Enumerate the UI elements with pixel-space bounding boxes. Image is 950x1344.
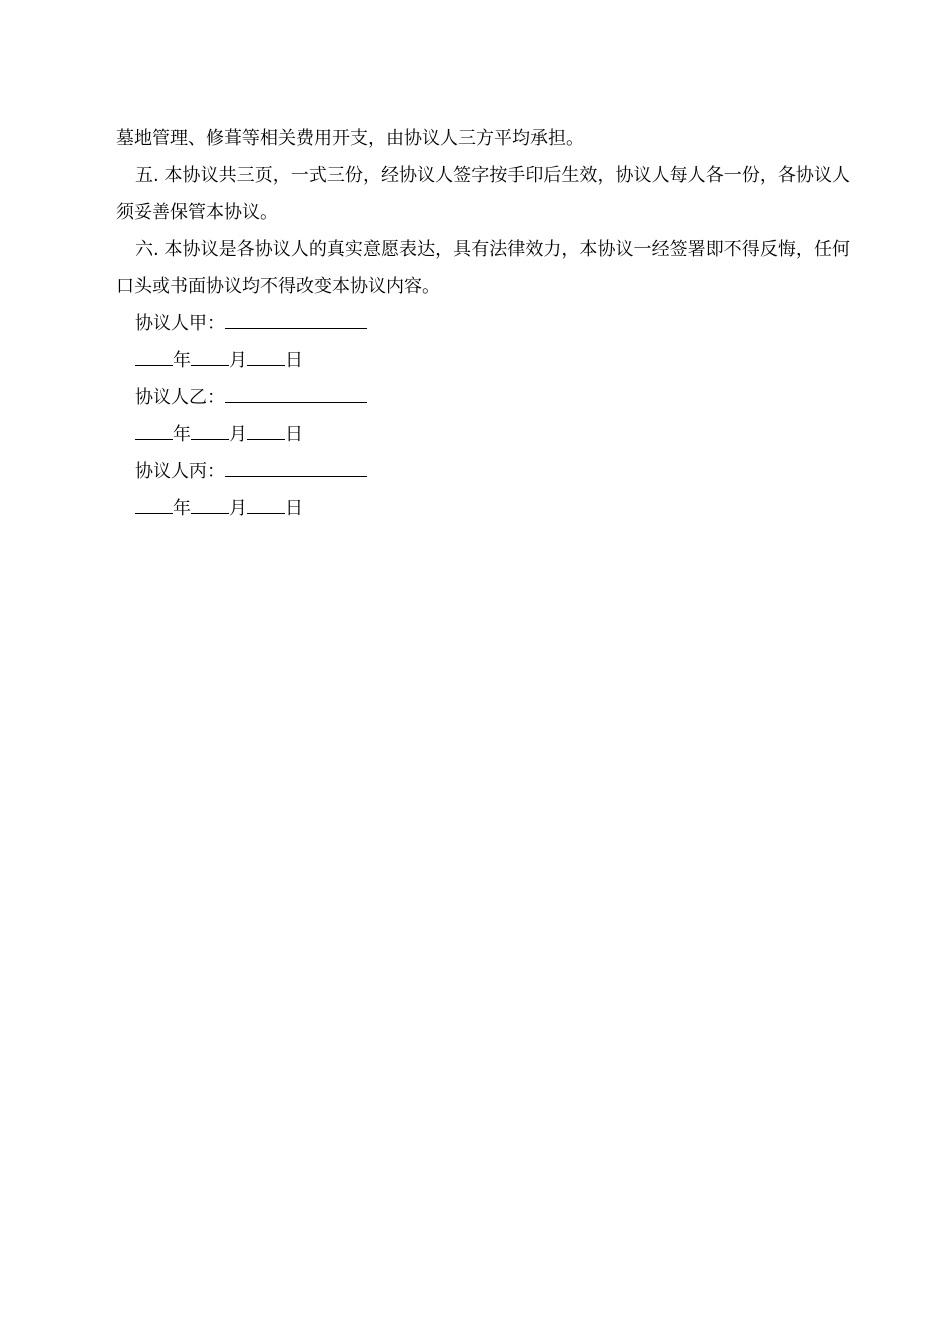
document-body	[116, 120, 850, 527]
year-blank	[135, 364, 173, 366]
year-label: 年	[173, 350, 191, 371]
year-blank	[135, 512, 173, 514]
year-label: 年	[173, 424, 191, 445]
signature-line-party-c	[116, 453, 850, 490]
signature-label: 协议人甲：	[135, 313, 225, 334]
day-label: 日	[285, 350, 303, 371]
paragraph-clause-five: 五. 本协议共三页，一式三份，经协议人签字按手印后生效，协议人每人各一份，各协议人须妥善保管本协议。	[116, 165, 850, 223]
day-blank	[247, 438, 285, 440]
month-blank	[191, 364, 229, 366]
signature-blank	[225, 401, 367, 403]
month-blank	[191, 438, 229, 440]
signature-blank	[225, 475, 367, 477]
month-label: 月	[229, 424, 247, 445]
day-label: 日	[285, 424, 303, 445]
signature-line-party-b	[116, 379, 850, 416]
day-label: 日	[285, 498, 303, 519]
day-blank	[247, 512, 285, 514]
paragraph-fee-sharing: 墓地管理、修葺等相关费用开支，由协议人三方平均承担。	[116, 128, 584, 149]
signature-label: 协议人丙：	[135, 461, 225, 482]
signature-label: 协议人乙：	[135, 387, 225, 408]
year-label: 年	[173, 498, 191, 519]
date-line-party-a	[116, 342, 850, 379]
month-blank	[191, 512, 229, 514]
date-line-party-c	[116, 490, 850, 527]
paragraph-clause-six: 六. 本协议是各协议人的真实意愿表达，具有法律效力，本协议一经签署即不得反悔，任何口头或书面协议均不得改变本协议内容。	[116, 239, 850, 297]
month-label: 月	[229, 350, 247, 371]
month-label: 月	[229, 498, 247, 519]
signature-line-party-a	[116, 305, 850, 342]
date-line-party-b	[116, 416, 850, 453]
signature-blank	[225, 327, 367, 329]
year-blank	[135, 438, 173, 440]
day-blank	[247, 364, 285, 366]
